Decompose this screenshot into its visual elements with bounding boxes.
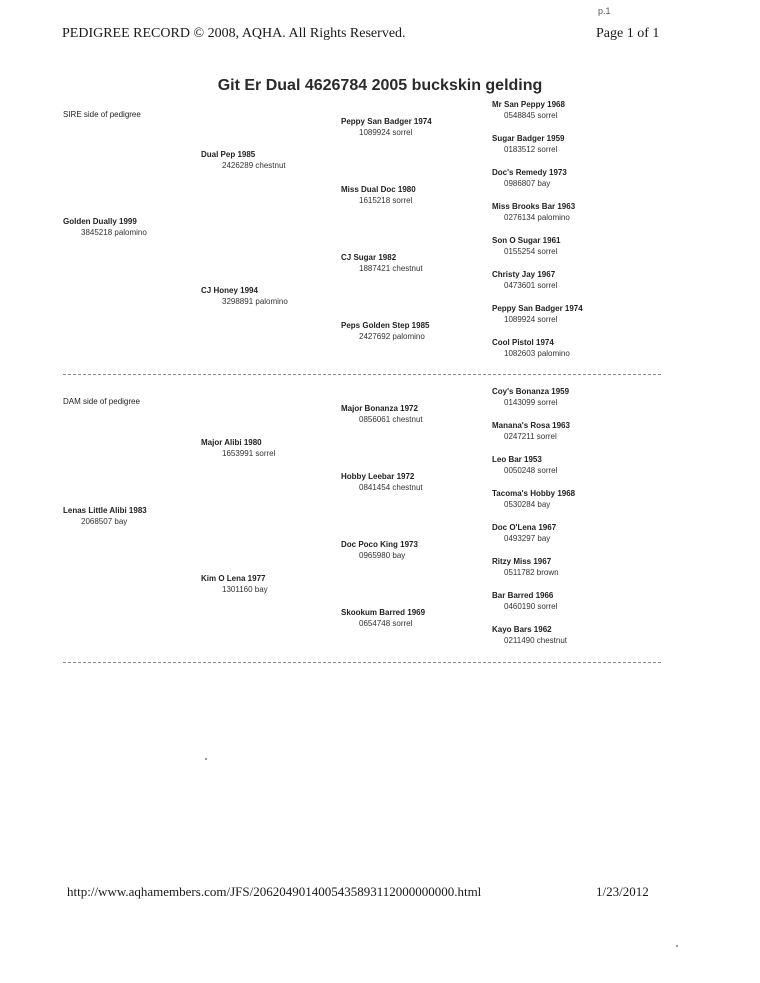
horse-name: Doc's Remedy 1973	[492, 168, 567, 177]
horse-registration: 2426289 chestnut	[222, 161, 286, 170]
sire-side-label: SIRE side of pedigree	[63, 110, 141, 119]
sire-gen2-horse-1	[341, 116, 432, 138]
horse-registration: 1887421 chestnut	[359, 264, 423, 273]
horse-registration: 1615218 sorrel	[359, 196, 413, 205]
horse-registration: 0050248 sorrel	[504, 466, 558, 475]
sire-gen2-horse-4	[341, 320, 429, 342]
sire-gen3-horse-6	[492, 269, 557, 291]
horse-registration: 0841454 chestnut	[359, 483, 423, 492]
horse-name: Lenas Little Alibi 1983	[63, 506, 147, 515]
horse-registration: 0493297 bay	[504, 534, 551, 543]
horse-registration: 1089924 sorrel	[359, 128, 413, 137]
horse-registration: 0654748 sorrel	[359, 619, 413, 628]
horse-registration: 0965980 bay	[359, 551, 406, 560]
horse-registration: 0511782 brown	[504, 568, 559, 577]
sire-gen3-horse-8	[492, 337, 570, 359]
horse-registration: 3845218 palomino	[81, 228, 147, 237]
horse-registration: 3298891 palomino	[222, 297, 288, 306]
header-copyright: PEDIGREE RECORD © 2008, AQHA. All Rights Reserved.	[62, 26, 406, 41]
header-page-number: Page 1 of 1	[596, 26, 660, 41]
footer-url: http://www.aqhamembers.com/JFS/2062049014005435893112000000000.html	[67, 884, 482, 899]
horse-registration: 0530284 bay	[504, 500, 551, 509]
horse-registration: 2427692 palomino	[359, 332, 425, 341]
horse-name: Cool Pistol 1974	[492, 338, 554, 347]
horse-registration: 0155254 sorrel	[504, 247, 558, 256]
horse-name: Major Bonanza 1972	[341, 404, 418, 413]
dam-gen3-horse-1	[492, 386, 569, 408]
horse-registration: 0856061 chestnut	[359, 415, 423, 424]
sire-gen1-horse-1	[201, 149, 286, 171]
horse-name: Leo Bar 1953	[492, 455, 542, 464]
horse-name: Mr San Peppy 1968	[492, 100, 565, 109]
horse-name: Miss Dual Doc 1980	[341, 185, 416, 194]
dam-gen0-horse	[63, 505, 147, 527]
horse-registration: 1082603 palomino	[504, 349, 570, 358]
sire-gen3-horse-2	[492, 133, 564, 155]
horse-name: Doc Poco King 1973	[341, 540, 418, 549]
horse-name: Dual Pep 1985	[201, 150, 256, 159]
pedigree-title: Git Er Dual 4626784 2005 buckskin gelding	[217, 77, 543, 94]
horse-name: Hobby Leebar 1972	[341, 472, 415, 481]
horse-name: CJ Honey 1994	[201, 286, 258, 295]
horse-name: CJ Sugar 1982	[341, 253, 397, 262]
horse-registration: 0276134 palomino	[504, 213, 570, 222]
horse-name: Miss Brooks Bar 1963	[492, 202, 576, 211]
horse-name: Tacoma's Hobby 1968	[492, 489, 576, 498]
dam-gen2-horse-1	[341, 403, 423, 425]
dam-gen1-horse-1	[201, 437, 275, 459]
sire-gen3-horse-5	[492, 235, 560, 257]
horse-name: Golden Dually 1999	[63, 217, 137, 226]
horse-registration: 1653991 sorrel	[222, 449, 276, 458]
fax-page-mark: p.1	[598, 6, 611, 16]
horse-name: Kim O Lena 1977	[201, 574, 266, 583]
dam-gen3-horse-7	[492, 590, 557, 612]
horse-name: Ritzy Miss 1967	[492, 557, 552, 566]
sire-gen3-horse-7	[492, 303, 583, 325]
sire-gen3-horse-4	[492, 201, 575, 223]
bottom-divider	[63, 662, 661, 663]
sire-dam-divider	[63, 374, 661, 375]
dam-gen3-horse-8	[492, 624, 567, 646]
horse-registration: 1301160 bay	[222, 585, 268, 594]
horse-name: Peppy San Badger 1974	[492, 304, 583, 313]
horse-name: Bar Barred 1966	[492, 591, 554, 600]
horse-registration: 0548845 sorrel	[504, 111, 558, 120]
horse-registration: 2068507 bay	[81, 517, 128, 526]
dam-gen3-horse-2	[492, 420, 570, 442]
horse-name: Major Alibi 1980	[201, 438, 262, 447]
horse-name: Peppy San Badger 1974	[341, 117, 432, 126]
dam-gen3-horse-5	[492, 522, 556, 544]
sire-gen2-horse-2	[341, 184, 416, 206]
horse-name: Doc O'Lena 1967	[492, 523, 557, 532]
dam-gen2-horse-4	[341, 607, 425, 629]
horse-name: Sugar Badger 1959	[492, 134, 565, 143]
sire-gen1-horse-2	[201, 285, 288, 307]
dam-gen2-horse-2	[341, 471, 423, 493]
horse-name: Skookum Barred 1969	[341, 608, 426, 617]
dam-gen1-horse-2	[201, 573, 268, 595]
scan-speck	[205, 758, 207, 760]
horse-registration: 0183512 sorrel	[504, 145, 558, 154]
sire-gen3-horse-3	[492, 167, 567, 189]
horse-name: Peps Golden Step 1985	[341, 321, 430, 330]
horse-name: Manana's Rosa 1963	[492, 421, 570, 430]
horse-registration: 0247211 sorrel	[504, 432, 557, 441]
dam-side-label: DAM side of pedigree	[63, 397, 140, 406]
sire-gen0-horse	[63, 216, 147, 238]
horse-name: Christy Jay 1967	[492, 270, 556, 279]
dam-gen3-horse-4	[492, 488, 575, 510]
footer-date: 1/23/2012	[596, 884, 649, 899]
scan-speck	[676, 945, 678, 947]
horse-registration: 0473601 sorrel	[504, 281, 558, 290]
horse-registration: 0211490 chestnut	[504, 636, 568, 645]
horse-name: Coy's Bonanza 1959	[492, 387, 570, 396]
dam-gen3-horse-6	[492, 556, 559, 578]
horse-name: Son O Sugar 1961	[492, 236, 561, 245]
dam-gen2-horse-3	[341, 539, 418, 561]
horse-registration: 0460190 sorrel	[504, 602, 558, 611]
sire-gen2-horse-3	[341, 252, 423, 274]
horse-registration: 1089924 sorrel	[504, 315, 558, 324]
horse-name: Kayo Bars 1962	[492, 625, 552, 634]
dam-gen3-horse-3	[492, 454, 557, 476]
sire-gen3-horse-1	[492, 99, 565, 121]
horse-registration: 0986807 bay	[504, 179, 551, 188]
horse-registration: 0143099 sorrel	[504, 398, 558, 407]
